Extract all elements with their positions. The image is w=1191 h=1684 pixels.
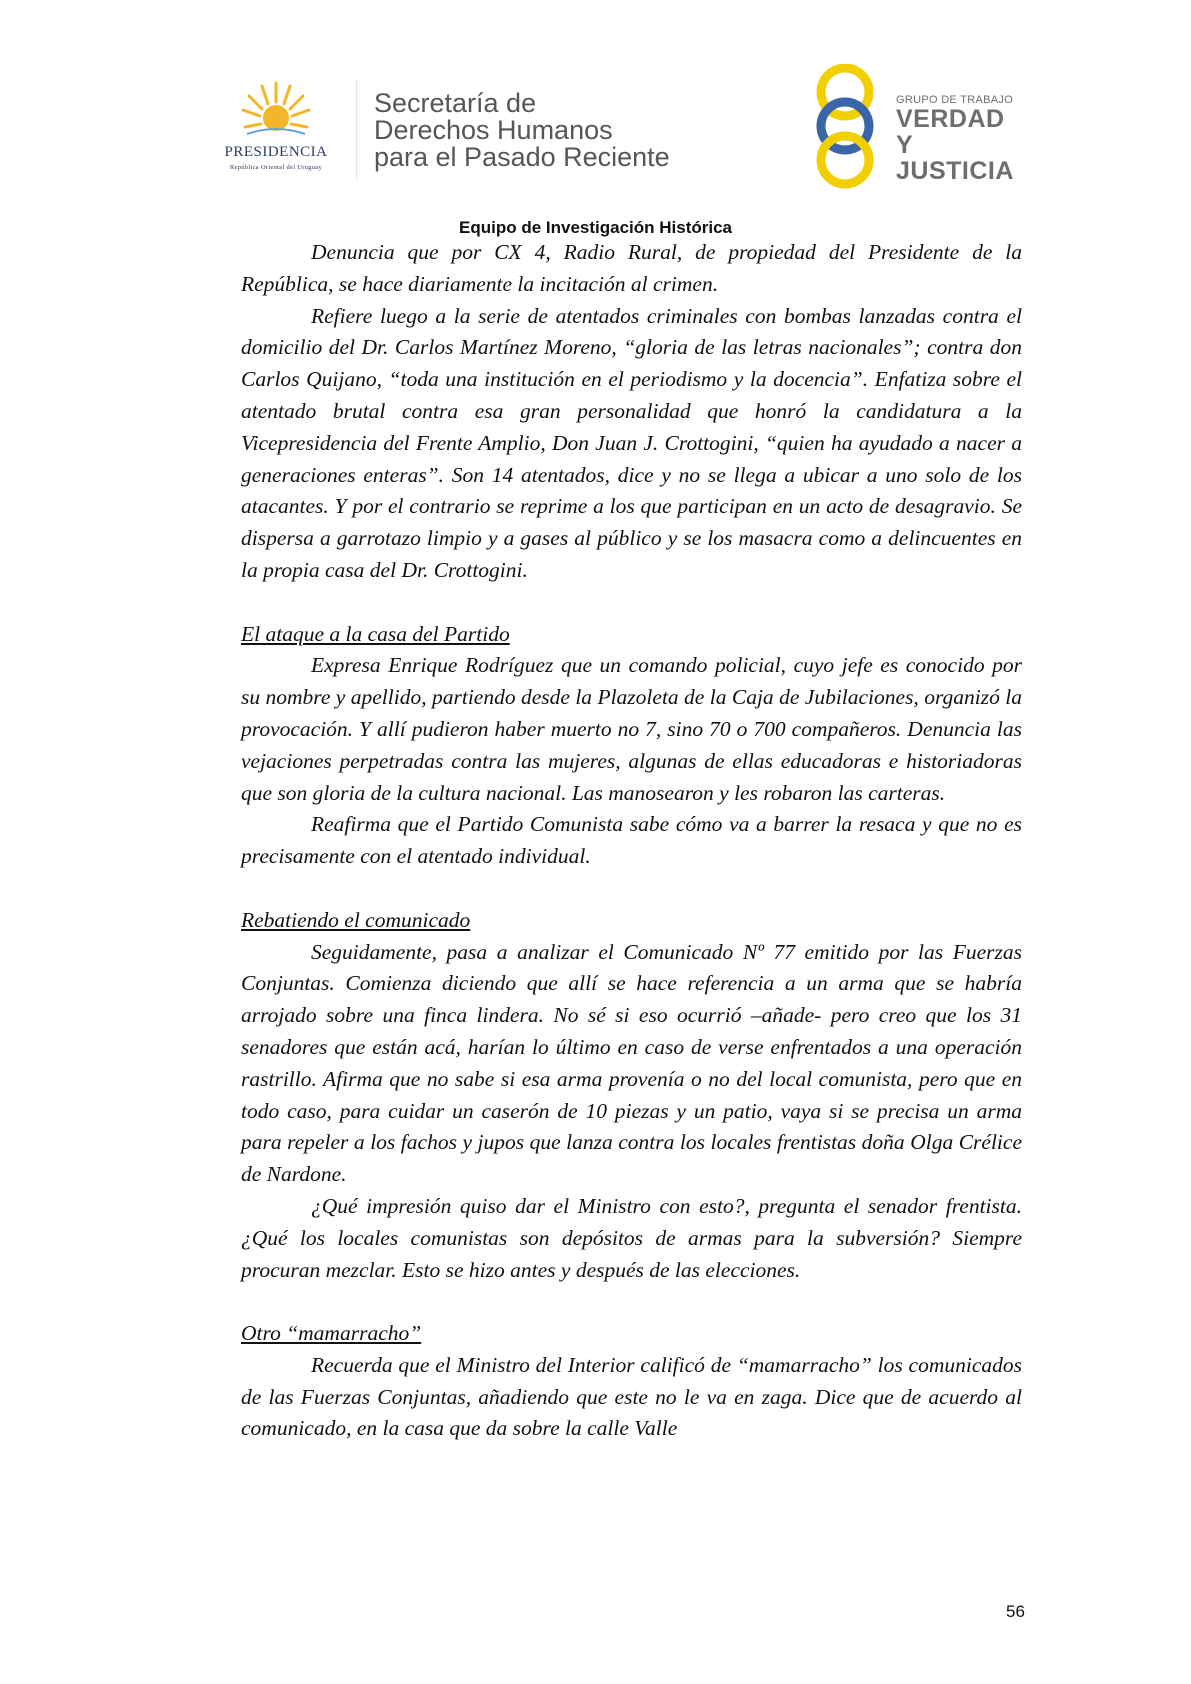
document-body bbox=[241, 237, 1022, 1445]
spacer bbox=[241, 873, 1022, 905]
verdad-justicia-logo bbox=[806, 64, 1026, 189]
grupo-line-1: VERDAD Y bbox=[896, 105, 1005, 159]
section-heading: Rebatiendo el comunicado bbox=[241, 907, 471, 932]
presidencia-name: PRESIDENCIA bbox=[224, 144, 328, 160]
paragraph: Reafirma que el Partido Comunista sabe cómo va a barrer la resaca y que no es precisamente con el atentado individual. bbox=[241, 812, 1022, 869]
paragraph: Refiere luego a la serie de atentados criminales con bombas lanzadas contra el domicilio del Dr. Carlos Martínez Moreno, “gloria de las letras nacionales”; contra don Carlos Quijano, “toda una institución en el periodismo y la docencia”. Enfatiza sobre el atentado brutal contra esa gran personalidad que honró la candidatura a la Vicepresidencia del Frente Amplio, Don Juan J. Crottogini, “quien ha ayudado a nacer a generaciones enteras”. Son 14 atentados, dice y no se llega a ubicar a uno solo de los atacantes. Y por el contrario se reprime a los que participan en un acto de desagravio. Se dispersa a garrotazo limpio y a gases al público y se los masacra como a delincuentes en la propia casa del Dr. Crottogini. bbox=[241, 303, 1022, 582]
page-header bbox=[0, 0, 1191, 240]
grupo-label: GRUPO DE TRABAJO bbox=[896, 94, 1014, 106]
logo-divider bbox=[356, 80, 357, 180]
secretaria-line-1: Secretaría de bbox=[374, 88, 537, 118]
section-heading: Otro “mamarracho” bbox=[241, 1321, 422, 1346]
grupo-line-2: JUSTICIA bbox=[896, 157, 1014, 185]
secretaria-line-2: Derechos Humanos bbox=[374, 115, 613, 145]
verdad-justicia-text bbox=[896, 94, 1026, 184]
paragraph: ¿Qué impresión quiso dar el Ministro con esto?, pregunta el senador frentista. ¿Qué los locales comunistas son depósitos de armas para la subversión? Siempre procuran mezclar. Esto se hizo antes y después de las elecciones. bbox=[241, 1193, 1022, 1282]
interlocked-rings-icon bbox=[806, 64, 884, 189]
secretaria-logo-text bbox=[374, 90, 670, 171]
section-heading: El ataque a la casa del Partido bbox=[241, 621, 510, 646]
team-heading: Equipo de Investigación Histórica bbox=[459, 218, 732, 237]
page-number: 56 bbox=[1006, 1602, 1025, 1621]
paragraph: Expresa Enrique Rodríguez que un comando policial, cuyo jefe es conocido por su nombre y apellido, partiendo desde la Plazoleta de la Caja de Jubilaciones, organizó la provocación. Y allí pudieron haber muerto no 7, sino 70 o 700 compañeros. Denuncia las vejaciones perpetradas contra las mujeres, algunas de ellas educadoras e historiadoras que son gloria de la cultura nacional. Las manosearon y les robaron las carteras. bbox=[241, 653, 1022, 805]
spacer bbox=[241, 1286, 1022, 1318]
paragraph: Seguidamente, pasa a analizar el Comunicado Nº 77 emitido por las Fuerzas Conjuntas. Comienza diciendo que allí se hace referencia a un arma que se habría arrojado sobre una finca lindera. No sé si eso ocurrió –añade- pero creo que los 31 senadores que están acá, harían lo último en caso de verse enfrentados a una operación rastrillo. Afirma que no sabe si esa arma provenía o no del local comunista, pero que en todo caso, para cuidar un caserón de 10 piezas y un patio, vaya si se precisa un arma para repeler a los fachos y jupos que lanza contra los locales frentistas doña Olga Crélice de Nardone. bbox=[241, 939, 1022, 1187]
sun-icon bbox=[241, 80, 311, 142]
presidencia-logo bbox=[196, 80, 356, 175]
spacer bbox=[241, 587, 1022, 619]
paragraph: Recuerda que el Ministro del Interior calificó de “mamarracho” los comunicados de las Fuerzas Conjuntas, añadiendo que este no le va en zaga. Dice que de acuerdo al comunicado, en la casa que da sobre la calle Valle bbox=[241, 1352, 1022, 1441]
secretaria-line-3: para el Pasado Reciente bbox=[374, 142, 670, 172]
presidencia-subtitle: República Oriental del Uruguay bbox=[229, 164, 323, 171]
paragraph: Denuncia que por CX 4, Radio Rural, de propiedad del Presidente de la República, se hace diariamente la incitación al crimen. bbox=[241, 240, 1022, 296]
